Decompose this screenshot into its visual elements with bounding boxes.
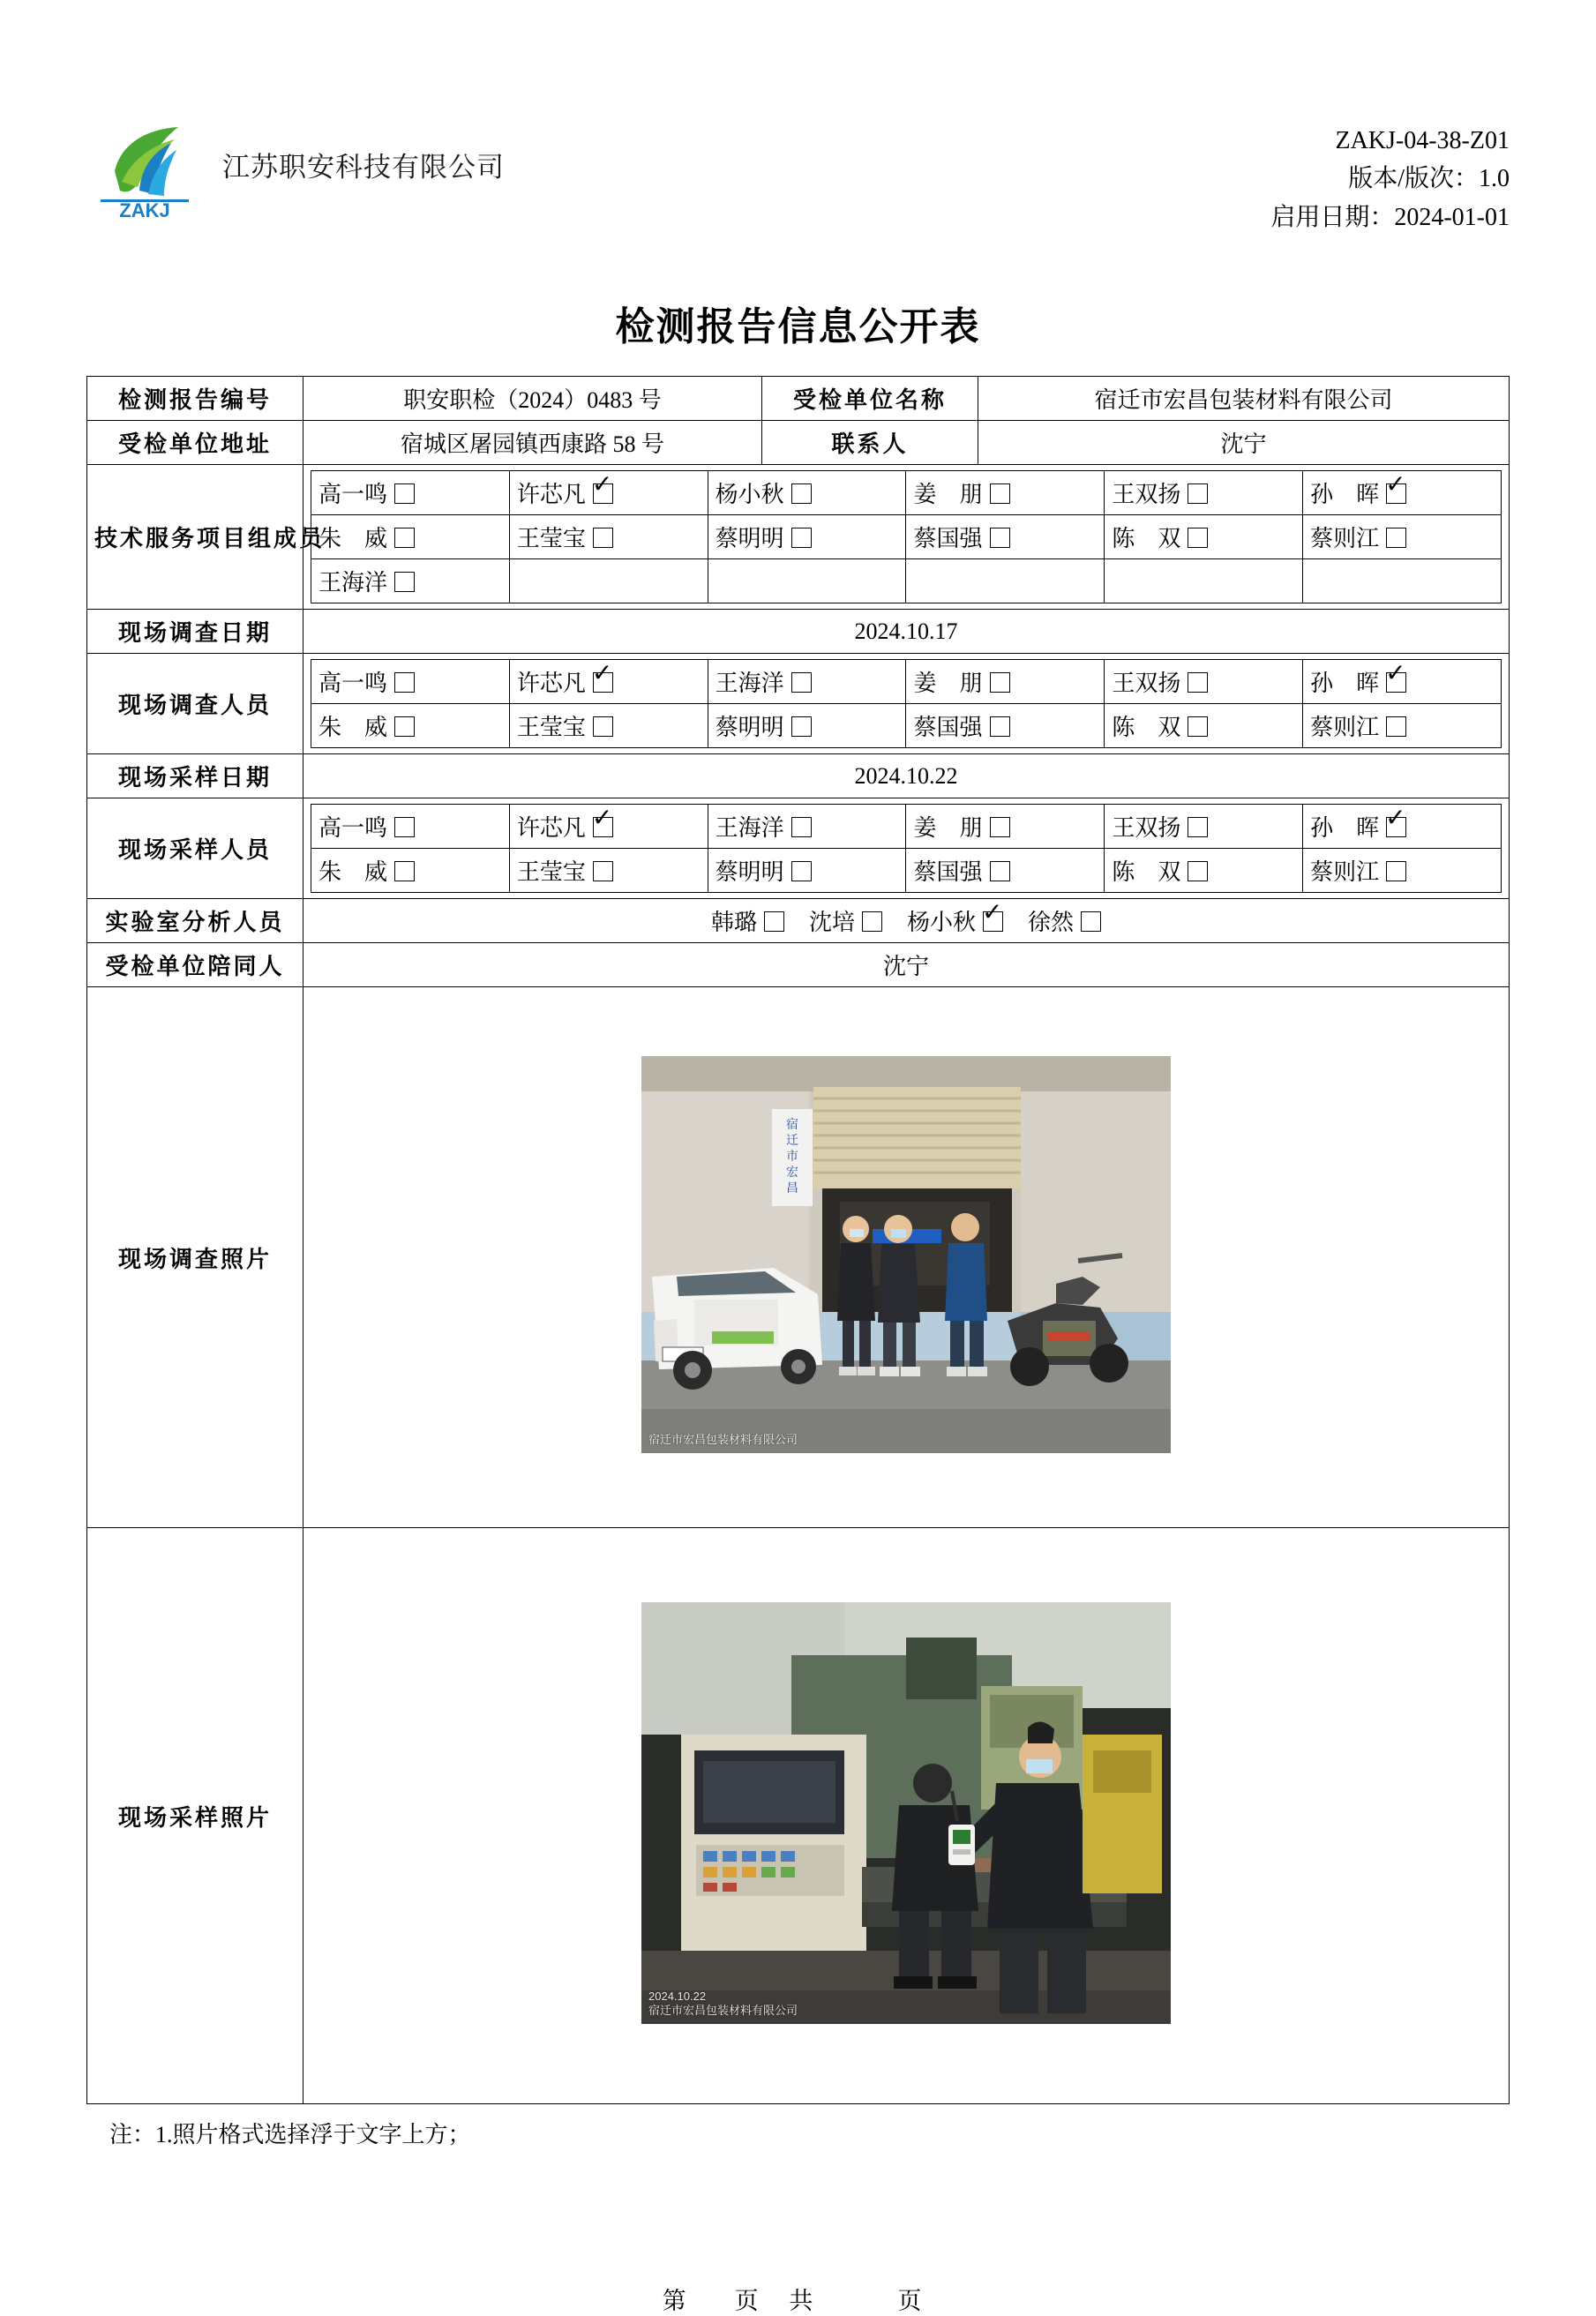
person-checkbox-item[interactable] bbox=[509, 849, 708, 893]
person-checkbox-item[interactable] bbox=[708, 515, 906, 559]
person-name: 陈 双 bbox=[1112, 715, 1181, 741]
person-checkbox-item[interactable] bbox=[906, 805, 1105, 849]
person-checkbox-item[interactable] bbox=[1105, 849, 1303, 893]
table-row bbox=[87, 654, 1510, 754]
person-checkbox[interactable] bbox=[1188, 716, 1208, 737]
person-cell-empty bbox=[1303, 559, 1502, 603]
person-checkbox-item[interactable] bbox=[708, 849, 906, 893]
page-number-footer: 第 页 共 页 bbox=[662, 2288, 934, 2315]
person-checkbox-item[interactable] bbox=[708, 704, 906, 748]
person-name: 蔡国强 bbox=[913, 859, 983, 886]
person-checkbox[interactable] bbox=[394, 483, 415, 504]
person-checkbox[interactable] bbox=[791, 716, 812, 737]
person-checkbox-item[interactable] bbox=[708, 805, 906, 849]
lab-person-checkbox[interactable] bbox=[1081, 911, 1101, 932]
person-name: 王海洋 bbox=[715, 671, 784, 697]
person-name: 蔡国强 bbox=[913, 715, 983, 741]
person-name: 朱 威 bbox=[318, 859, 388, 886]
person-name: 陈 双 bbox=[1112, 859, 1181, 886]
contact-label: 联系人 bbox=[762, 421, 978, 465]
company-name: 江苏职安科技有限公司 bbox=[222, 151, 505, 183]
person-checkbox[interactable] bbox=[1188, 672, 1208, 693]
person-checkbox[interactable] bbox=[1188, 528, 1208, 548]
svg-text:宏: 宏 bbox=[786, 1164, 798, 1179]
person-checkbox[interactable] bbox=[394, 817, 415, 837]
sampling-photo-label: 现场采样照片 bbox=[87, 1528, 303, 2104]
person-checkbox[interactable] bbox=[791, 483, 812, 504]
person-name: 陈 双 bbox=[1112, 526, 1181, 552]
table-row bbox=[87, 987, 1510, 1528]
svg-text:迁: 迁 bbox=[786, 1132, 798, 1147]
person-cell-empty bbox=[906, 559, 1105, 603]
sampling-photo-cell bbox=[303, 1528, 1510, 2104]
person-checkbox-item[interactable] bbox=[1303, 471, 1502, 515]
survey-photo-label: 现场调查照片 bbox=[87, 987, 303, 1528]
person-checkbox-item[interactable] bbox=[1303, 704, 1502, 748]
survey-staff-grid bbox=[311, 659, 1502, 748]
report-info-table bbox=[86, 376, 1510, 2104]
person-checkbox[interactable] bbox=[990, 716, 1010, 737]
person-cell-empty bbox=[509, 559, 708, 603]
header-meta bbox=[1270, 106, 1510, 236]
person-name: 蔡明明 bbox=[715, 715, 784, 741]
person-checkbox-item[interactable] bbox=[1105, 471, 1303, 515]
sampling-staff-label: 现场采样人员 bbox=[87, 798, 303, 899]
person-checkbox-item[interactable] bbox=[509, 660, 708, 704]
person-checkbox[interactable] bbox=[1386, 528, 1406, 548]
person-row bbox=[311, 515, 1502, 559]
table-row bbox=[87, 421, 1510, 465]
table-row bbox=[87, 1528, 1510, 2104]
lab-person-name: 韩璐 bbox=[710, 910, 757, 936]
person-name: 王海洋 bbox=[318, 570, 388, 596]
person-row bbox=[311, 471, 1502, 515]
person-checkbox[interactable] bbox=[394, 716, 415, 737]
survey-staff-cell bbox=[303, 654, 1510, 754]
person-name: 姜 朋 bbox=[913, 671, 983, 697]
survey-photo-watermark: 宿迁市宏昌包装材料有限公司 bbox=[648, 1433, 798, 1447]
person-checkbox-item[interactable] bbox=[906, 849, 1105, 893]
person-checkbox[interactable] bbox=[394, 861, 415, 881]
person-checkbox-item[interactable] bbox=[311, 471, 510, 515]
lab-staff-list bbox=[311, 904, 1502, 937]
sampling-date-value: 2024.10.22 bbox=[303, 754, 1510, 798]
lab-person-name: 杨小秋 bbox=[907, 910, 977, 936]
company-logo-icon bbox=[86, 106, 203, 222]
svg-text:昌: 昌 bbox=[786, 1180, 798, 1195]
table-row bbox=[87, 943, 1510, 987]
person-name: 高一鸣 bbox=[318, 482, 388, 508]
person-checkbox[interactable] bbox=[990, 672, 1010, 693]
person-name: 孙 晖 bbox=[1310, 815, 1380, 842]
contact-value: 沈宁 bbox=[978, 421, 1510, 465]
person-name: 蔡明明 bbox=[715, 859, 784, 886]
person-checkbox[interactable] bbox=[1386, 861, 1406, 881]
lab-person-item[interactable] bbox=[711, 910, 784, 935]
lab-person-name: 徐然 bbox=[1028, 910, 1075, 936]
lab-person-name: 沈培 bbox=[808, 910, 855, 936]
person-cell-empty bbox=[1105, 559, 1303, 603]
person-checkbox-item[interactable] bbox=[1105, 805, 1303, 849]
person-checkbox[interactable] bbox=[791, 817, 812, 837]
person-checkbox[interactable] bbox=[1188, 483, 1208, 504]
person-row bbox=[311, 559, 1502, 603]
report-no-label: 检测报告编号 bbox=[87, 377, 303, 421]
person-name: 孙 晖 bbox=[1310, 671, 1380, 697]
person-row bbox=[311, 660, 1502, 704]
person-cell-empty bbox=[708, 559, 906, 603]
document-code: ZAKJ-04-38-Z01 bbox=[1335, 127, 1510, 154]
survey-photo bbox=[641, 1056, 1171, 1453]
person-name: 王双扬 bbox=[1112, 815, 1181, 842]
person-name: 王海洋 bbox=[715, 815, 784, 842]
person-checkbox[interactable] bbox=[593, 716, 613, 737]
person-checkbox[interactable] bbox=[791, 861, 812, 881]
person-checkbox[interactable] bbox=[593, 528, 613, 548]
person-checkbox-item[interactable] bbox=[1105, 660, 1303, 704]
svg-text:市: 市 bbox=[786, 1148, 798, 1163]
person-checkbox-item[interactable] bbox=[311, 660, 510, 704]
person-checkbox[interactable] bbox=[593, 817, 613, 837]
person-checkbox-item[interactable] bbox=[1303, 849, 1502, 893]
person-name: 朱 威 bbox=[318, 526, 388, 552]
person-row bbox=[311, 849, 1502, 893]
document-version: 版本/版次：1.0 bbox=[1348, 165, 1510, 193]
person-checkbox-item[interactable] bbox=[906, 660, 1105, 704]
address-value: 宿城区屠园镇西康路 58 号 bbox=[303, 421, 762, 465]
person-name: 蔡则江 bbox=[1310, 715, 1380, 741]
escort-label: 受检单位陪同人 bbox=[87, 943, 303, 987]
lab-person-item[interactable] bbox=[809, 910, 882, 935]
person-checkbox-item[interactable] bbox=[1303, 515, 1502, 559]
person-checkbox-item[interactable] bbox=[509, 805, 708, 849]
person-name: 蔡则江 bbox=[1310, 859, 1380, 886]
person-checkbox-grid bbox=[311, 659, 1502, 748]
person-checkbox-item[interactable] bbox=[906, 704, 1105, 748]
person-checkbox-item[interactable] bbox=[509, 471, 708, 515]
svg-text:宿: 宿 bbox=[786, 1116, 798, 1131]
person-checkbox-grid bbox=[311, 804, 1502, 893]
person-checkbox[interactable] bbox=[394, 672, 415, 693]
person-checkbox-item[interactable] bbox=[311, 515, 510, 559]
sampling-staff-cell bbox=[303, 798, 1510, 899]
person-checkbox-item[interactable] bbox=[1303, 805, 1502, 849]
survey-staff-label: 现场调查人员 bbox=[87, 654, 303, 754]
person-name: 姜 朋 bbox=[913, 815, 983, 842]
sampling-photo bbox=[641, 1602, 1171, 2024]
person-checkbox-item[interactable] bbox=[1105, 515, 1303, 559]
person-name: 王莹宝 bbox=[516, 715, 586, 741]
person-name: 高一鸣 bbox=[318, 671, 388, 697]
person-checkbox-grid bbox=[311, 470, 1502, 603]
person-checkbox[interactable] bbox=[990, 817, 1010, 837]
person-checkbox[interactable] bbox=[593, 672, 613, 693]
person-name: 王双扬 bbox=[1112, 671, 1181, 697]
person-checkbox-item[interactable] bbox=[311, 704, 510, 748]
survey-date-label: 现场调查日期 bbox=[87, 610, 303, 654]
team-members-grid bbox=[311, 470, 1502, 603]
table-row bbox=[87, 610, 1510, 654]
person-name: 蔡明明 bbox=[715, 526, 784, 552]
person-name: 许芯凡 bbox=[516, 815, 586, 842]
person-checkbox[interactable] bbox=[1188, 817, 1208, 837]
person-name: 姜 朋 bbox=[913, 482, 983, 508]
lab-person-checkbox[interactable] bbox=[764, 911, 784, 932]
svg-text:ZAKJ: ZAKJ bbox=[119, 199, 170, 221]
person-row bbox=[311, 805, 1502, 849]
person-checkbox[interactable] bbox=[791, 672, 812, 693]
person-checkbox[interactable] bbox=[593, 861, 613, 881]
person-name: 孙 晖 bbox=[1310, 482, 1380, 508]
sampling-photo-watermark-company: 宿迁市宏昌包装材料有限公司 bbox=[648, 2004, 798, 2018]
person-checkbox[interactable] bbox=[1386, 817, 1406, 837]
person-checkbox-item[interactable] bbox=[509, 515, 708, 559]
team-label: 技术服务项目组成员 bbox=[87, 465, 303, 610]
table-row bbox=[87, 754, 1510, 798]
footnote: 注：1.照片格式选择浮于文字上方； bbox=[109, 2122, 471, 2148]
document-header bbox=[86, 0, 1510, 236]
person-checkbox[interactable] bbox=[990, 483, 1010, 504]
person-checkbox[interactable] bbox=[394, 572, 415, 592]
person-checkbox[interactable] bbox=[1386, 483, 1406, 504]
escort-value: 沈宁 bbox=[303, 943, 1510, 987]
lab-person-item[interactable] bbox=[907, 910, 1003, 935]
table-row bbox=[87, 377, 1510, 421]
sampling-photo-watermark-date: 2024.10.22 bbox=[648, 1990, 707, 2004]
client-value: 宿迁市宏昌包装材料有限公司 bbox=[978, 377, 1510, 421]
sampling-date-label: 现场采样日期 bbox=[87, 754, 303, 798]
person-name: 朱 威 bbox=[318, 715, 388, 741]
lab-person-checkbox[interactable] bbox=[862, 911, 882, 932]
table-row bbox=[87, 798, 1510, 899]
person-name: 王莹宝 bbox=[516, 526, 586, 552]
person-checkbox-item[interactable] bbox=[708, 471, 906, 515]
survey-photo-cell bbox=[303, 987, 1510, 1528]
person-name: 高一鸣 bbox=[318, 815, 388, 842]
sampling-staff-grid bbox=[311, 804, 1502, 893]
person-checkbox-item[interactable] bbox=[708, 660, 906, 704]
lab-person-checkbox[interactable] bbox=[983, 911, 1003, 932]
team-members-cell bbox=[303, 465, 1510, 610]
page-title: 检测报告信息公开表 bbox=[615, 305, 981, 349]
person-name: 王双扬 bbox=[1112, 482, 1181, 508]
person-checkbox-item[interactable] bbox=[311, 805, 510, 849]
person-checkbox[interactable] bbox=[1386, 672, 1406, 693]
table-row bbox=[87, 465, 1510, 610]
survey-date-value: 2024.10.17 bbox=[303, 610, 1510, 654]
effective-date: 启用日期：2024-01-01 bbox=[1270, 203, 1510, 231]
client-label: 受检单位名称 bbox=[762, 377, 978, 421]
person-checkbox-item[interactable] bbox=[906, 515, 1105, 559]
person-name: 许芯凡 bbox=[516, 482, 586, 508]
person-checkbox[interactable] bbox=[791, 528, 812, 548]
person-checkbox-item[interactable] bbox=[509, 704, 708, 748]
person-checkbox-item[interactable] bbox=[906, 471, 1105, 515]
person-checkbox-item[interactable] bbox=[311, 559, 510, 603]
person-checkbox-item[interactable] bbox=[1303, 660, 1502, 704]
lab-staff-label: 实验室分析人员 bbox=[87, 899, 303, 943]
person-name: 王莹宝 bbox=[516, 859, 586, 886]
person-checkbox-item[interactable] bbox=[311, 849, 510, 893]
person-name: 杨小秋 bbox=[715, 482, 784, 508]
address-label: 受检单位地址 bbox=[87, 421, 303, 465]
brand-block bbox=[86, 106, 505, 222]
lab-person-item[interactable] bbox=[1028, 910, 1101, 935]
sampling-photo-watermark bbox=[648, 1990, 798, 2019]
person-checkbox[interactable] bbox=[593, 483, 613, 504]
person-name: 许芯凡 bbox=[516, 671, 586, 697]
person-checkbox[interactable] bbox=[394, 528, 415, 548]
person-checkbox[interactable] bbox=[1386, 716, 1406, 737]
report-no-value: 职安职检（2024）0483 号 bbox=[303, 377, 762, 421]
person-checkbox-item[interactable] bbox=[1105, 704, 1303, 748]
table-row bbox=[87, 899, 1510, 943]
person-checkbox[interactable] bbox=[990, 528, 1010, 548]
lab-staff-cell bbox=[303, 899, 1510, 943]
person-row bbox=[311, 704, 1502, 748]
person-name: 蔡则江 bbox=[1310, 526, 1380, 552]
person-checkbox[interactable] bbox=[1188, 861, 1208, 881]
person-name: 蔡国强 bbox=[913, 526, 983, 552]
person-checkbox[interactable] bbox=[990, 861, 1010, 881]
